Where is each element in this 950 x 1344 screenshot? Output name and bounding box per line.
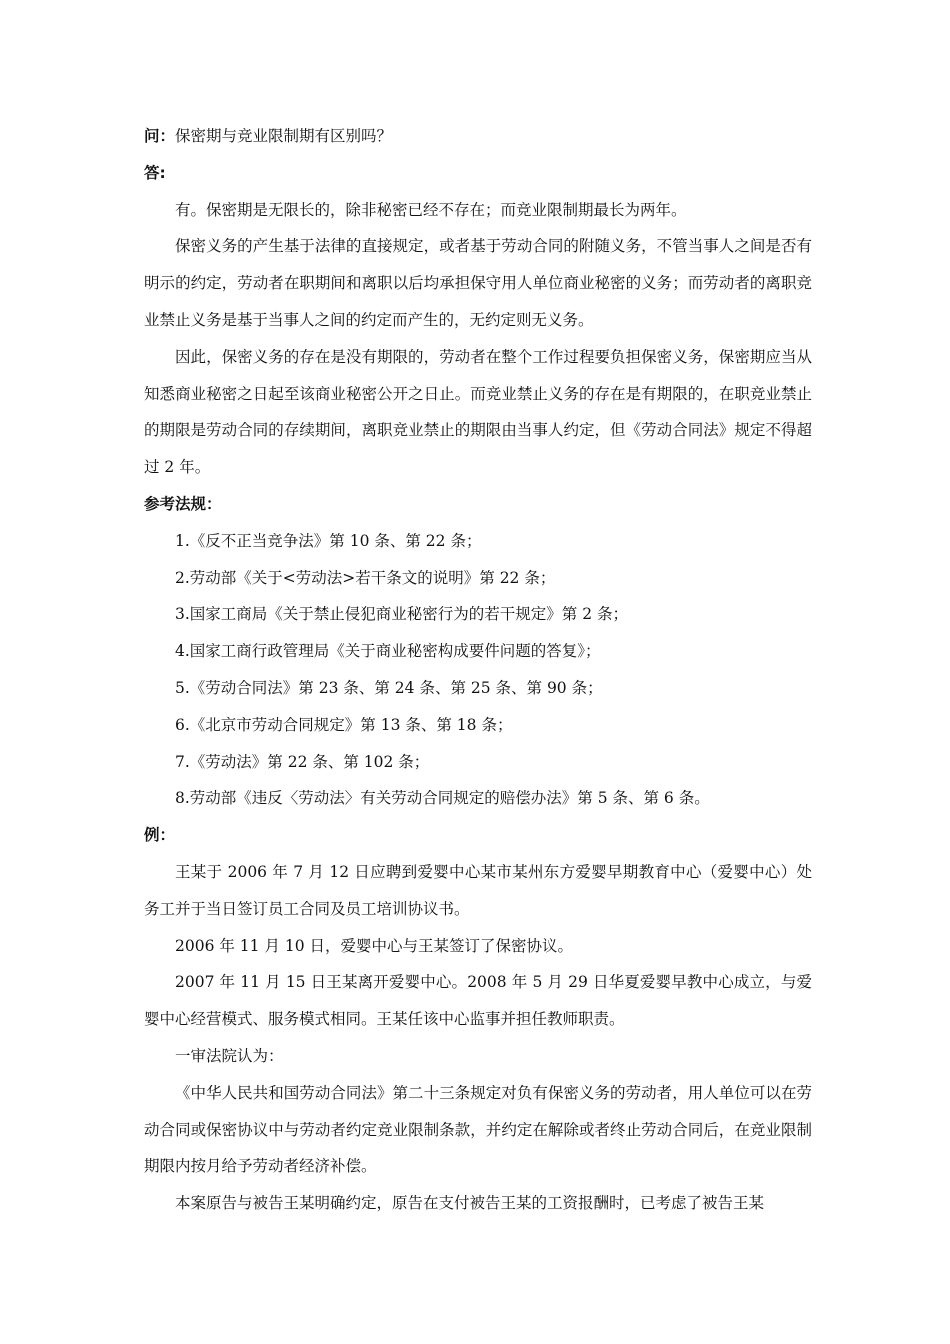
references-label: 参考法规： xyxy=(144,494,222,513)
example-paragraph-3: 2007 年 11 月 15 日王某离开爱婴中心。2008 年 5 月 29 日华夏爱婴早教中心成立，与爱婴中心经营模式、服务模式相同。王某任该中心监事并担任教师职责。 xyxy=(144,973,812,1029)
question-line xyxy=(144,118,812,155)
question-label: 问： xyxy=(144,127,176,145)
reference-item-5: 5.《劳动合同法》第 23 条、第 24 条、第 25 条、第 90 条； xyxy=(175,678,603,697)
reference-item-2: 2.劳动部《关于<劳动法>若干条文的说明》第 22 条； xyxy=(175,568,556,587)
example-paragraph-1: 王某于 2006 年 7 月 12 日应聘到爱婴中心某市某州东方爱婴早期教育中心（爱婴中心）处务工并于当日签订员工合同及员工培训协议书。 xyxy=(144,862,812,918)
example-paragraph-2: 2006 年 11 月 10 日，爱婴中心与王某签订了保密协议。 xyxy=(175,936,574,955)
example-paragraph-4: 一审法院认为： xyxy=(175,1046,284,1065)
question-text: 保密期与竞业限制期有区别吗？ xyxy=(175,127,393,145)
reference-item-1: 1.《反不正当竞争法》第 10 条、第 22 条； xyxy=(175,531,482,550)
example-paragraph-5: 《中华人民共和国劳动合同法》第二十三条规定对负有保密义务的劳动者，用人单位可以在劳动合同或保密协议中与劳动者约定竞业限制条款，并约定在解除或者终止劳动合同后，在竞业限制期限内按月给予劳动者经济补偿。 xyxy=(144,1083,812,1176)
reference-item-6: 6.《北京市劳动合同规定》第 13 条、第 18 条； xyxy=(175,715,513,734)
example-paragraph-6: 本案原告与被告王某明确约定，原告在支付被告王某的工资报酬时，已考虑了被告王某 xyxy=(175,1194,765,1213)
answer-paragraph-3: 因此，保密义务的存在是没有期限的，劳动者在整个工作过程要负担保密义务，保密期应当从知悉商业秘密之日起至该商业秘密公开之日止。而竞业禁止义务的存在是有期限的，在职竞业禁止的期限是劳动合同的存续期间，离职竞业禁止的期限由当事人约定，但《劳动合同法》规定不得超过 2 年。 xyxy=(144,347,812,477)
answer-paragraph-1: 有。保密期是无限长的，除非秘密已经不存在；而竞业限制期最长为两年。 xyxy=(175,200,687,219)
reference-item-7: 7.《劳动法》第 22 条、第 102 条； xyxy=(175,752,430,771)
example-label: 例： xyxy=(144,826,176,845)
answer-paragraph-2: 保密义务的产生基于法律的直接规定，或者基于劳动合同的附随义务，不管当事人之间是否有明示的约定，劳动者在职期间和离职以后均承担保守用人单位商业秘密的义务；而劳动者的离职竞业禁止义务是基于当事人之间的约定而产生的，无约定则无义务。 xyxy=(144,237,812,329)
reference-item-8: 8.劳动部《违反〈劳动法〉有关劳动合同规定的赔偿办法》第 5 条、第 6 条。 xyxy=(175,789,710,808)
document-body xyxy=(144,118,812,1222)
reference-item-4: 4.国家工商行政管理局《关于商业秘密构成要件问题的答复》； xyxy=(175,642,601,661)
answer-label: 答: xyxy=(144,163,166,182)
reference-item-3: 3.国家工商局《关于禁止侵犯商业秘密行为的若干规定》第 2 条； xyxy=(175,605,629,624)
